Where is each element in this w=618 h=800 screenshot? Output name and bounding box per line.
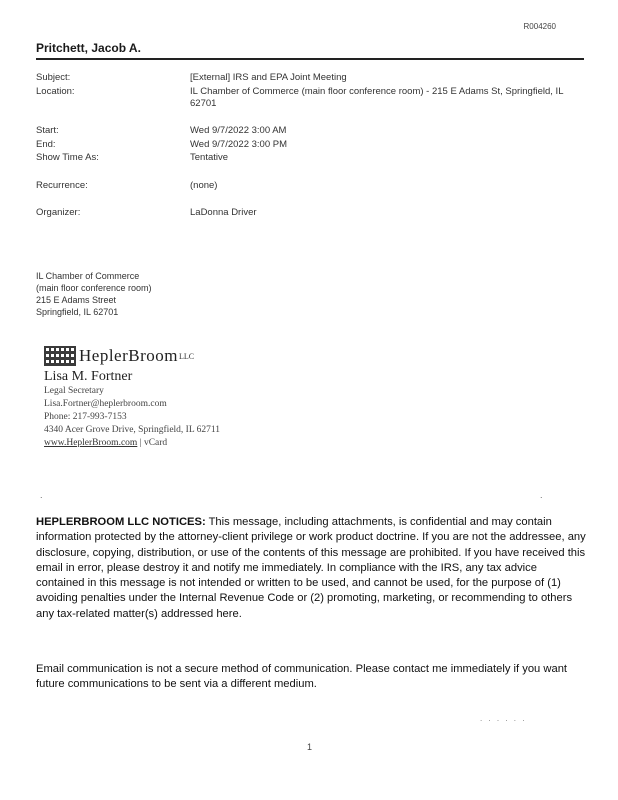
confidentiality-notice (36, 515, 588, 622)
vcard-link[interactable]: | vCard (139, 438, 168, 448)
bates-number: R004260 (523, 22, 556, 31)
logo-mark-icon (44, 346, 76, 366)
field-label: Show Time As: (36, 152, 99, 163)
website-link[interactable]: www.HeplerBroom.com (44, 438, 138, 448)
separator-dot-right: . (540, 490, 543, 500)
field-label: Start: (36, 125, 59, 136)
logo-wordmark: HeplerBroom (79, 346, 178, 365)
location-details (36, 270, 152, 318)
security-notice: Email communication is not a secure method of communication. Please contact me immediately if you want future communications to be sent via a different medium. (36, 663, 568, 691)
notice-body: This message, including attachments, is confidential and may contain information protected by the attorney-client privilege or work product doctrine. If you are not the addressee, any disclosure, copying, distribution, or use of the contents of this message are prohibited. If you have received this email in error, please destroy it and notify me immediately. In compliance with the IRS, any tax advice contained in this message is not intended or written to be used, and cannot be used, for the purpose of (1) avoiding penalties under the Internal Revenue Code or (2) promoting, marketing, or recommending to others any tax-related matter(s) addressed here. (36, 516, 586, 620)
mailbox-owner: Pritchett, Jacob A. (36, 41, 141, 55)
field-value: Wed 9/7/2022 3:00 AM (190, 125, 287, 136)
logo-suffix: LLC (178, 351, 195, 361)
field-value: Wed 9/7/2022 3:00 PM (190, 139, 287, 150)
signer-address: 4340 Acer Grove Drive, Springfield, IL 62711 (44, 425, 221, 435)
header-rule (36, 58, 584, 60)
field-label: Recurrence: (36, 180, 88, 191)
footer-dots: . . . . . . (480, 714, 527, 723)
field-value: IL Chamber of Commerce (main floor conference room) - 215 E Adams St, Springfield, IL 62701 (190, 86, 564, 109)
field-value: Tentative (190, 152, 229, 163)
field-value: (none) (190, 180, 218, 191)
notice-lead: HEPLERBROOM LLC NOTICES: (36, 516, 206, 528)
signer-email-link[interactable]: Lisa.Fortner@heplerbroom.com (44, 399, 167, 409)
field-label: Organizer: (36, 207, 81, 218)
location-line: (main floor conference room) (36, 283, 152, 293)
signer-phone: Phone: 217-993-7153 (44, 412, 127, 422)
signer-title: Legal Secretary (44, 386, 104, 396)
location-line: 215 E Adams Street (36, 295, 117, 305)
field-label: End: (36, 139, 56, 150)
separator-dot-left: . (40, 490, 43, 500)
field-label: Subject: (36, 72, 71, 83)
company-logo (44, 345, 220, 367)
email-signature (44, 345, 220, 450)
signer-name: Lisa M. Fortner (44, 369, 133, 384)
location-line: Springfield, IL 62701 (36, 307, 119, 317)
location-line: IL Chamber of Commerce (36, 271, 140, 281)
field-value: LaDonna Driver (190, 207, 257, 218)
field-value: [External] IRS and EPA Joint Meeting (190, 72, 347, 83)
field-label: Location: (36, 86, 75, 97)
page-number: 1 (307, 742, 313, 752)
